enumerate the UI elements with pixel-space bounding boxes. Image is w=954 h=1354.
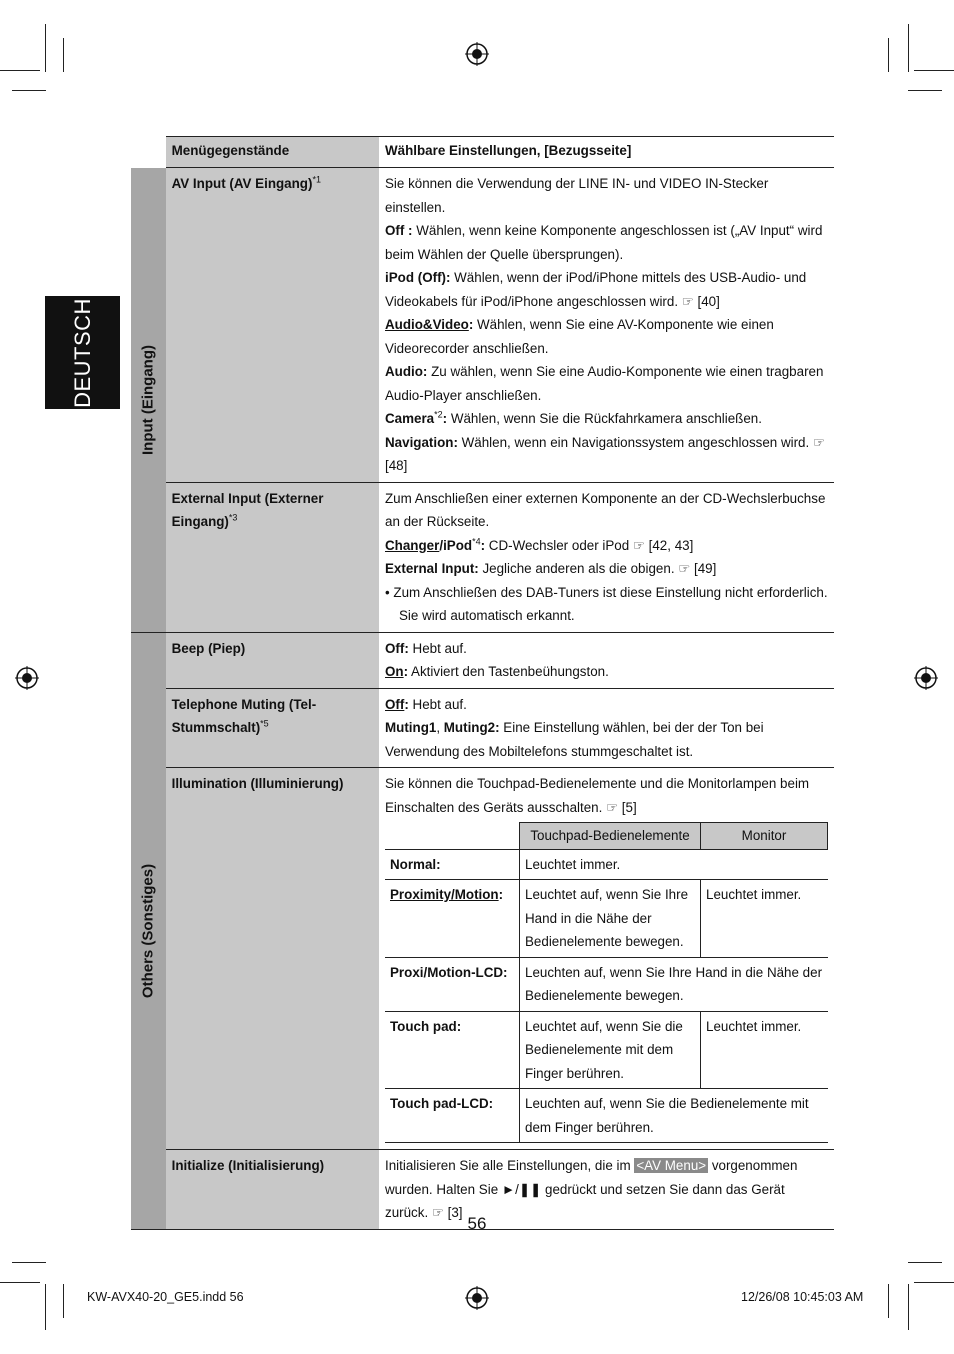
desc-illumination: [379, 768, 834, 1150]
mode-touchpad: Leuchtet auf, wenn Sie Ihre Hand in die Nähe der Bedienelemente bewegen.: [520, 880, 701, 958]
section-label-input: Input (Eingang): [139, 344, 157, 455]
table-row: [385, 1089, 828, 1143]
option-key: Audio:: [385, 364, 428, 379]
item-label: Beep (Piep): [171, 640, 246, 656]
option-text: Zu wählen, wenn Sie eine Audio-Komponente wie einen tragbaren Audio-Player anschließen.: [385, 364, 824, 403]
footer-date: 12/26/08 10:45:03 AM: [741, 1290, 864, 1304]
crop-mark: [908, 90, 942, 91]
mode-monitor: Leuchtet immer.: [701, 880, 828, 958]
option-colon: :: [480, 537, 486, 553]
option-key: External Input:: [385, 561, 479, 576]
option-text: Hebt auf.: [408, 640, 467, 656]
option-key: Off:: [385, 640, 409, 656]
desc-text: Sie können die Verwendung der LINE IN- und VIDEO IN-Stecker einstellen.: [385, 176, 769, 215]
footnote-ref: *4: [472, 536, 481, 547]
table-row: [385, 957, 828, 1011]
option-external-input: [385, 557, 828, 581]
option-colon: :: [403, 664, 409, 679]
option-off: [385, 637, 828, 661]
crop-mark: [908, 1262, 942, 1263]
inner-header-monitor: Monitor: [701, 823, 828, 850]
desc-text: Zum Anschließen einer externen Komponente an der CD-Wechslerbuchse an der Rückseite.: [385, 490, 826, 529]
option-audio-video: [385, 313, 828, 360]
registration-mark-icon: [465, 1286, 489, 1310]
desc-telephone-muting: [379, 688, 834, 768]
item-label: Illumination (Illuminierung): [171, 776, 344, 791]
table-row: [131, 168, 834, 483]
item-av-input: [166, 168, 379, 483]
option-changer: [385, 534, 828, 558]
option-ipod-off: [385, 266, 828, 313]
item-label: Telephone Muting (Tel-Stummschalt): [171, 696, 317, 735]
section-input: [131, 168, 166, 633]
item-illumination: [166, 768, 379, 1150]
option-audio: [385, 360, 828, 407]
option-key: iPod (Off):: [385, 270, 451, 285]
section-label-others: Others (Sonstiges): [139, 863, 157, 998]
option-colon: :: [468, 317, 474, 332]
option-off: [385, 219, 828, 266]
option-text: Jegliche anderen als die obigen. ☞ [49]: [478, 561, 717, 576]
mode-label: Touch pad:: [385, 1011, 520, 1089]
mode-touchpad: Leuchtet immer.: [520, 849, 828, 880]
crop-mark: [888, 1284, 889, 1318]
option-text: CD-Wechsler oder iPod ☞ [42, 43]: [485, 537, 694, 553]
option-key: Off: [385, 696, 405, 712]
settings-table: [131, 136, 834, 1230]
option-on: [385, 660, 828, 684]
page-number: 56: [467, 1214, 487, 1233]
option-key: Changer: [385, 537, 440, 553]
crop-mark: [63, 1284, 64, 1318]
option-key: Muting1: [385, 720, 437, 735]
option-key: Off :: [385, 223, 413, 238]
footnote-ref: *1: [312, 174, 321, 185]
footnote-ref: *5: [260, 718, 269, 729]
crop-mark: [914, 1282, 954, 1283]
crop-mark: [12, 1262, 46, 1263]
footnote-ref: *2: [434, 409, 443, 420]
mode-monitor: Leuchtet immer.: [701, 1011, 828, 1089]
mode-label: Proxi/Motion-LCD:: [385, 957, 520, 1011]
table-row: [131, 632, 834, 688]
header-menu-items: Menügegenstände: [166, 137, 379, 168]
desc-text: Sie können die Touchpad-Bedienelemente und die Monitorlampen beim Einschalten des Geräts ausschalten. ☞ [5]: [385, 776, 810, 815]
language-tab: [45, 296, 120, 409]
mode-both: Leuchten auf, wenn Sie Ihre Hand in die Nähe der Bedienelemente bewegen.: [520, 957, 828, 1011]
inner-header-spacer: [385, 823, 520, 850]
option-colon: :: [404, 696, 409, 712]
table-row: [131, 482, 834, 632]
table-header-row: [131, 137, 834, 168]
table-row: [131, 768, 834, 1150]
option-off: [385, 693, 828, 717]
option-text: Aktiviert den Tastenbeühungston.: [408, 664, 609, 679]
language-tab-label: DEUTSCH: [69, 297, 95, 408]
mode-label-text: Proximity/Motion: [390, 887, 499, 902]
footnote-ref: *3: [228, 512, 238, 523]
option-key: On: [385, 664, 404, 679]
table-row: [131, 688, 834, 768]
table-row: [385, 849, 828, 880]
crop-mark: [914, 70, 954, 71]
inner-header-touchpad: Touchpad-Bedienelemente: [520, 823, 701, 850]
crop-mark: [908, 24, 909, 72]
option-key: Navigation:: [385, 434, 458, 450]
header-spacer: [131, 137, 166, 168]
desc-text: vorgenommen wurden. Halten Sie ►/❚❚ gedrückt und setzen Sie dann das Gerät zurück. ☞ [3]: [385, 1158, 798, 1220]
item-label: Initialize (Initialisierung): [171, 1158, 325, 1173]
mode-label-colon: :: [498, 887, 504, 902]
option-text: Wählen, wenn Sie die Rückfahrkamera anschließen.: [447, 411, 762, 426]
crop-mark: [12, 90, 46, 91]
crop-mark: [0, 1282, 40, 1283]
crop-mark: [888, 38, 889, 72]
mode-label: Touch pad-LCD:: [385, 1089, 520, 1143]
option-text: Hebt auf.: [408, 696, 467, 712]
footer-file: KW-AVX40-20_GE5.indd 56: [87, 1290, 244, 1304]
option-sep: /: [439, 537, 444, 553]
option-colon: :: [442, 411, 448, 426]
option-navigation: [385, 431, 828, 478]
table-row: [385, 1011, 828, 1089]
option-text: Eine Einstellung wählen, bei der der Ton bei Verwendung des Mobiltelefons stummgeschaltet ist.: [385, 720, 764, 759]
registration-mark-icon: [15, 666, 39, 690]
registration-mark-icon: [914, 666, 938, 690]
option-text: Wählen, wenn keine Komponente angeschlossen ist („AV Input“ wird beim Wählen der Quelle übersprungen).: [385, 223, 823, 262]
mode-label: Normal:: [385, 849, 520, 880]
option-key: Muting2:: [443, 720, 500, 735]
item-external-input: [166, 482, 379, 632]
desc-external-input: [379, 482, 834, 632]
header-settings: Wählbare Einstellungen, [Bezugsseite]: [379, 137, 834, 168]
registration-mark-icon: [465, 42, 489, 66]
option-text: Wählen, wenn der iPod/iPhone mittels des USB-Audio- und Videokabels für iPod/iPhone angeschlossen wird. ☞ [40]: [385, 270, 807, 309]
desc-beep: [379, 632, 834, 688]
desc-av-input: [379, 168, 834, 483]
item-label: External Input (Externer Eingang): [171, 490, 324, 529]
table-row: [385, 880, 828, 958]
crop-mark: [63, 38, 64, 72]
crop-mark: [45, 24, 46, 72]
desc-text: Initialisieren Sie alle Einstellungen, die im: [385, 1158, 635, 1173]
option-text: Wählen, wenn ein Navigationssystem angeschlossen wird. ☞ [48]: [385, 434, 825, 473]
option-camera: [385, 407, 828, 431]
option-key: Camera: [385, 411, 435, 426]
inner-header-row: [385, 823, 828, 850]
item-telephone-muting: [166, 688, 379, 768]
option-text: Wählen, wenn Sie eine AV-Komponente wie einen Videorecorder anschließen.: [385, 317, 774, 356]
bullet-note: • Zum Anschließen des DAB-Tuners ist diese Einstellung nicht erforderlich. Sie wird automatisch erkannt.: [385, 584, 828, 623]
mode-label: [385, 880, 520, 958]
option-muting: [385, 716, 828, 763]
crop-mark: [908, 1284, 909, 1330]
item-beep: [166, 632, 379, 688]
crop-mark: [0, 70, 40, 71]
crop-mark: [45, 1284, 46, 1330]
option-sep: ,: [436, 720, 444, 735]
mode-both: Leuchten auf, wenn Sie die Bedienelemente mit dem Finger berühren.: [520, 1089, 828, 1143]
item-label: AV Input (AV Eingang): [171, 176, 313, 191]
option-key: iPod: [443, 537, 473, 553]
mode-touchpad: Leuchtet auf, wenn Sie die Bedienelemente mit dem Finger berühren.: [520, 1011, 701, 1089]
illumination-table: [385, 822, 828, 1143]
section-others: [131, 632, 166, 1229]
av-menu-label: <AV Menu>: [636, 1158, 707, 1173]
option-key: Audio&Video: [385, 317, 469, 332]
